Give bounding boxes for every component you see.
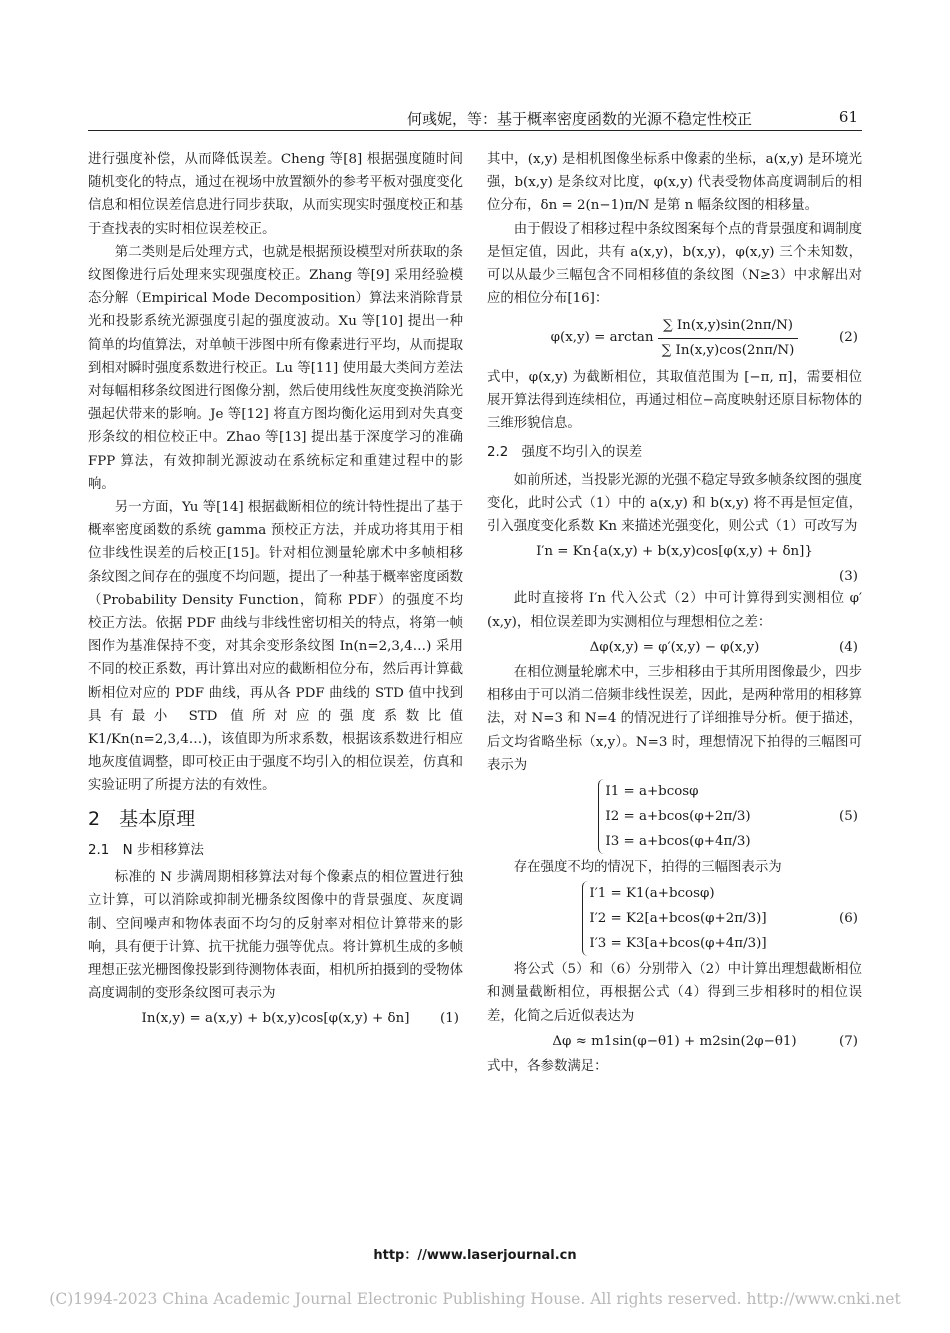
equation-2 [487,314,862,361]
equation-line: I′2 = K2[a+bcos(φ+2π/3)] [589,911,767,927]
equation-3-number-line [487,565,862,585]
equation-system [598,779,750,854]
running-header [88,104,862,131]
equation-number: (3) [839,569,858,585]
paragraph: 另一方面，Yu 等[14] 根据截断相位的统计特性提出了基于概率密度函数的系统 gamma 预校正方法，并成功将其用于相位非线性误差的后校正[15]。针对相位测量轮廓术中多帧相移条纹图之间存在的强度不均问题，提出了一种基于概率密度函数（Probability Density Function，简称 PDF）的强度不均校正方法。依据 PDF 曲线与非线性密切相关的特点，将第一帧图作为基准保持不变，对其余变形条纹图 In(n=2,3,4…) 采用不同的校正系数，再计算出对应的截断相位分布，然后再计算截断相位对应的 PDF 曲线，再从各 PDF 曲线的 STD 值中找到具有最小 STD 值所对应的强度系数比值 K1/Kn(n=2,3,4…)，该值即为所求系数，根据该系数进行相应地灰度值调整，即可校正由于强度不均引入的相位误差，仿真和实验证明了所提方法的有效性。 [88,500,463,794]
equation-6 [487,881,862,956]
paragraph: 由于假设了相移过程中条纹图案每个点的背景强度和调制度是恒定值，因此，共有 a(x,y)，b(x,y)，φ(x,y) 三个未知数，可以从最少三幅包含不同相移值的条纹图（N≥3）中求解出对应的相位分布[16]： [487,221,862,307]
equation-5 [487,779,862,854]
equation-number: (6) [839,911,858,927]
equation-7 [487,1030,862,1053]
paragraph: 存在强度不均的情况下，拍得的三幅图表示为 [513,860,782,876]
paragraph: 式中，各参数满足： [487,1059,608,1075]
journal-url: http：//www.laserjournal.cn [373,1248,577,1263]
page-number: 61 [838,108,858,126]
equation-lhs: φ(x,y) = arctan [550,330,654,346]
right-column [487,148,862,1078]
equation-system [582,881,766,956]
equation-number: (2) [839,330,858,346]
paragraph: 将公式（5）和（6）分别带入（2）中计算出理想截断相位和测量截断相位，再根据公式（4）得到三步相移时的相位误差，化简之后近似表达为 [487,962,862,1024]
copyright-watermark: (C)1994-2023 China Academic Journal Electronic Publishing House. All rights reserved. http://www.cnki.net [49,1290,901,1308]
subsection-title: 2.2 强度不均引入的误差 [487,445,643,461]
equation-line: I3 = a+bcos(φ+4π/3) [605,834,751,850]
header-title: 何彧妮，等：基于概率密度函数的光源不稳定性校正 [406,110,752,128]
left-column [88,148,463,1033]
equation-body: In(x,y) = a(x,y) + b(x,y)cos[φ(x,y) + δn] [141,1011,410,1027]
fraction-denominator: ∑ In(x,y)cos(2nπ/N) [661,342,795,358]
equation-body: I′n = Kn{a(x,y) + b(x,y)cos[φ(x,y) + δn]} [536,544,813,560]
paragraph: 第二类则是后处理方式，也就是根据预设模型对所获取的条纹图像进行后处理来实现强度校正。Zhang 等[9] 采用经验模态分解（Empirical Mode Decomposition）算法来消除背景光和投影系统光源强度引起的强度波动。Xu 等[10] 提出一种简单的均值算法，对单帧干涉图中所有像素进行平均，从而提取到相对瞬时强度系数进行校正。Lu 等[11] 使用最大类间方差法对每幅相移条纹图进行图像分割，然后使用线性灰度变换消除光强起伏带来的影响。Je 等[12] 将直方图均衡化运用到对失真变形条纹的相位校正中。Zhao 等[13] 提出基于深度学习的准确 FPP 算法，有效抑制光源波动在系统标定和重建过程中的影响。 [88,244,463,492]
fraction-numerator: ∑ In(x,y)sin(2nπ/N) [658,314,799,338]
equation-body: Δφ ≈ m1sin(φ−θ1) + m2sin(2φ−θ1) [552,1033,797,1049]
equation-line: I2 = a+bcos(φ+2π/3) [605,809,751,825]
paragraph: 在相位测量轮廓术中，三步相移由于其所用图像最少，四步相移由于可以消二倍频非线性误差，因此，是两种常用的相移算法，对 N=3 和 N=4 的情况进行了详细推导分析。便于描述，后文均省略坐标（x,y）。N=3 时，理想情况下拍得的三幅图可表示为 [487,665,862,773]
paragraph: 进行强度补偿，从而降低误差。Cheng 等[8] 根据强度随时间随机变化的特点，通过在视场中放置额外的参考平板对强度变化信息和相位误差信息进行同步获取，从而实现实时强度校正和基于查找表的实时相位误差校正。 [88,152,463,237]
equation-1 [88,1007,463,1030]
equation-line: I1 = a+bcosφ [605,784,699,800]
equation-fraction [658,314,799,361]
equation-number: (7) [839,1033,858,1049]
equation-line: I′1 = K1(a+bcosφ) [589,886,715,902]
paragraph: 如前所述，当投影光源的光强不稳定导致多帧条纹图的强度变化，此时公式（1）中的 a(x,y) 和 b(x,y) 将不再是恒定值，引入强度变化系数 Kn 来描述光强变化，则公式（1）可改写为 [487,472,862,535]
paragraph: 其中，(x,y) 是相机图像坐标系中像素的坐标，a(x,y) 是环境光强，b(x,y) 是条纹对比度，φ(x,y) 代表受物体高度调制后的相位分布，δn = 2(n−1)π/N 是第 n 幅条纹图的相移量。 [487,152,862,214]
equation-number: (1) [440,1011,459,1027]
equation-body: Δφ(x,y) = φ′(x,y) − φ(x,y) [589,639,760,655]
equation-3 [487,540,862,563]
equation-line: I′3 = K3[a+bcos(φ+4π/3)] [589,936,767,952]
equation-number: (4) [839,639,858,655]
equation-number: (5) [839,809,858,825]
paragraph: 此时直接将 I′n 代入公式（2）中可计算得到实测相位 φ′(x,y)，相位误差即为实测相位与理想相位之差： [487,591,862,630]
section-title: 2 基本原理 [88,807,196,830]
equation-4 [487,636,862,659]
paragraph: 标准的 N 步满周期相移算法对每个像素点的相位置进行独立计算，可以消除或抑制光栅条纹图像中的背景强度、灰度调制、空间噪声和物体表面不均匀的反射率对相位计算带来的影响，具有便于计算、抗干扰能力强等优点。将计算机生成的多帧理想正弦光栅图像投影到待测物体表面，相机所拍摄到的受物体高度调制的变形条纹图可表示为 [88,870,463,1002]
paragraph: 式中，φ(x,y) 为截断相位，其取值范围为 [−π, π]，需要相位展开算法得到连续相位，再通过相位−高度映射还原目标物体的三维形貌信息。 [487,369,862,432]
subsection-title: 2.1 N 步相移算法 [88,842,204,858]
